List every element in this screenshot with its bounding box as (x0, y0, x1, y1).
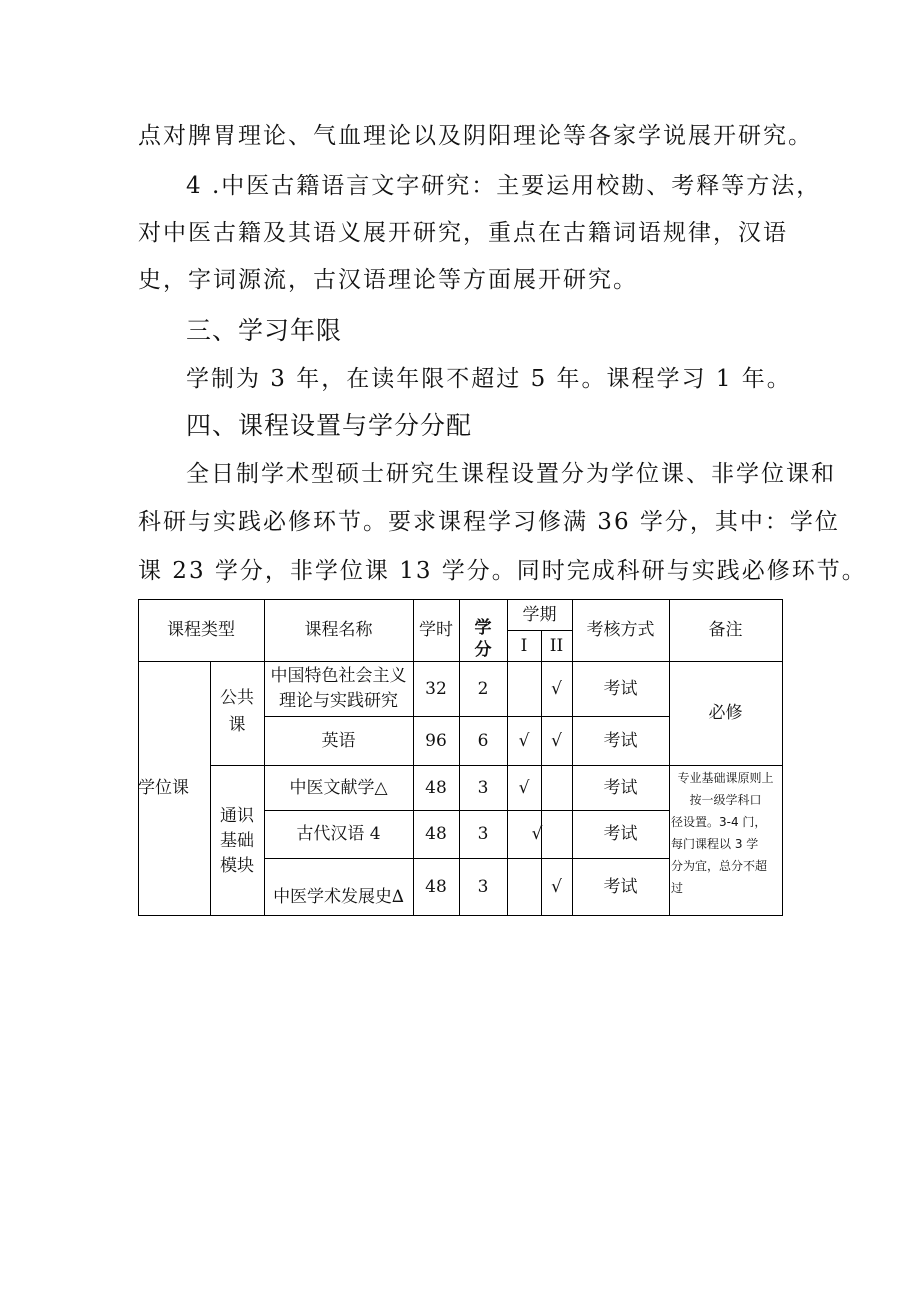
note-basic-line: 分为宜，总分不超 (671, 859, 768, 873)
section-heading-3: 三、学习年限 (186, 316, 343, 345)
course-credit: 3 (477, 824, 489, 844)
course-name: 中医文献学△ (289, 777, 388, 798)
course-sem2-check: √ (551, 730, 562, 751)
course-hours: 48 (425, 777, 447, 798)
course-credit: 2 (477, 678, 489, 699)
paragraph-line: 学制为 3 年，在读年限不超过 5 年。课程学习 1 年。 (186, 366, 792, 392)
course-hours: 48 (425, 876, 447, 897)
course-sem1-check: √ (518, 730, 530, 751)
course-sem1-check (507, 858, 541, 915)
header-note: 备注 (708, 620, 743, 640)
paragraph-line: 史，字词源流，古汉语理论等方面展开研究。 (138, 267, 638, 293)
paragraph-line: 对中医古籍及其语义展开研究，重点在古籍词语规律，汉语 (138, 220, 788, 246)
group-public-line2: 课 (228, 715, 246, 735)
course-sem2-check: √ (551, 876, 562, 897)
course-sem2-check (541, 765, 572, 810)
header-semester: 学期 (522, 604, 557, 625)
group-basic-line2: 基础 (220, 831, 254, 851)
header-credit-bottom: 分 (474, 640, 492, 660)
group-basic-line3: 模块 (220, 856, 254, 876)
course-name: 英语 (321, 730, 356, 751)
course-sem1-check: √ (518, 777, 530, 798)
group-basic-line1: 通识 (220, 806, 254, 826)
course-sem1-check: √ (531, 824, 543, 844)
header-exam: 考核方式 (586, 620, 655, 640)
paragraph-line: 课 23 学分，非学位课 13 学分。同时完成科研与实践必修环节。 (138, 558, 867, 584)
paragraph-line: 点对脾胃理论、气血理论以及阴阳理论等各家学说展开研究。 (138, 123, 813, 149)
course-credit: 3 (477, 876, 489, 897)
group-degree-course: 学位课 (138, 778, 189, 798)
course-exam: 考试 (603, 876, 638, 897)
group-public-line1: 公共 (220, 688, 254, 708)
note-basic-line: 每门课程以 3 学 (671, 837, 759, 851)
course-exam: 考试 (603, 777, 638, 798)
header-course-type: 课程类型 (167, 620, 235, 640)
note-basic-line: 按一级学科口 (689, 793, 762, 807)
course-hours: 48 (425, 824, 447, 844)
course-exam: 考试 (603, 678, 638, 699)
course-hours: 32 (425, 678, 447, 699)
course-name: 古代汉语 4 (296, 824, 381, 844)
paragraph-line: 全日制学术型硕士研究生课程设置分为学位课、非学位课和 (186, 461, 836, 487)
course-hours: 96 (425, 730, 447, 751)
course-credit: 3 (477, 777, 489, 798)
paragraph-line: 科研与实践必修环节。要求课程学习修满 36 学分，其中：学位 (138, 509, 840, 535)
course-credit: 6 (477, 730, 489, 751)
header-course-name: 课程名称 (304, 620, 373, 640)
section-heading-4: 四、课程设置与学分分配 (186, 411, 473, 440)
note-basic-line: 径设置。3-4 门， (671, 815, 767, 829)
note-basic-line: 专业基础课原则上 (677, 771, 774, 785)
course-sem2-check: √ (551, 678, 562, 699)
course-sem2-check (541, 810, 572, 858)
header-semester-2: II (549, 635, 564, 656)
course-exam: 考试 (603, 824, 638, 844)
note-required: 必修 (708, 703, 743, 723)
paragraph-line: 4 .中医古籍语言文字研究：主要运用校勘、考释等方法， (186, 173, 822, 199)
course-name: 中医学术发展史∆ (273, 887, 404, 907)
course-name: 中国特色社会主义 (270, 666, 407, 686)
header-hours: 学时 (419, 620, 453, 640)
course-exam: 考试 (603, 730, 638, 751)
header-semester-1: I (520, 635, 528, 656)
header-credit-top: 学 (474, 618, 492, 638)
note-basic-line: 过 (671, 881, 684, 895)
course-sem1-check (507, 661, 541, 716)
course-name-line2: 理论与实践研究 (279, 691, 398, 711)
